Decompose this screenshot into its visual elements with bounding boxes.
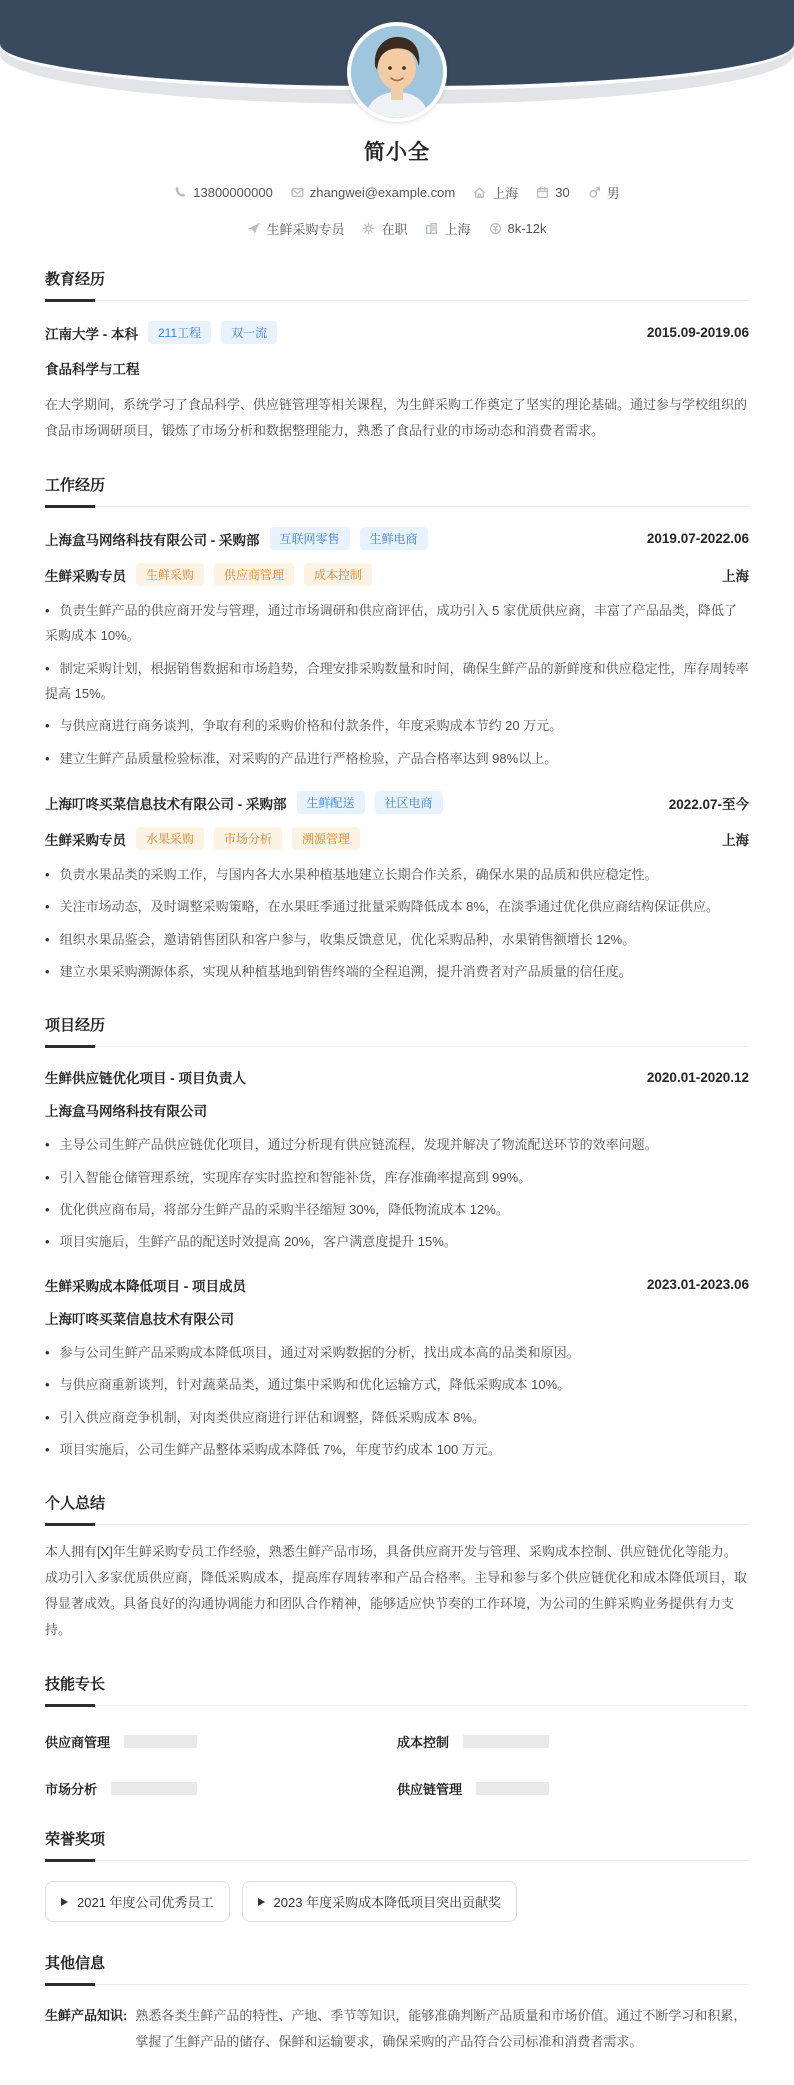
work-location: 上海: [722, 832, 749, 848]
hero-banner: [0, 0, 794, 128]
work-position-tag: 市场分析: [214, 827, 282, 850]
work-position-tag: 成本控制: [304, 563, 372, 586]
mail-icon: [291, 186, 304, 199]
section-other-header: [45, 1952, 749, 1985]
skill-item: [45, 1732, 397, 1751]
honor-text: 2021 年度公司优秀员工: [77, 1895, 214, 1911]
city-icon: [425, 222, 438, 235]
skills-grid: [45, 1732, 749, 1798]
skill-name: 成本控制: [397, 1735, 450, 1751]
section-summary: [45, 1492, 749, 1643]
contact-age-text: 30: [555, 185, 570, 200]
contact-gender: [588, 183, 620, 202]
contact-row-1: [0, 183, 794, 202]
work-bullets: [45, 862, 749, 984]
section-summary-title: 个人总结: [45, 1495, 106, 1513]
work-position-group: [45, 563, 372, 586]
skill-name: 供应链管理: [397, 1782, 463, 1798]
section-work: [45, 474, 749, 984]
skill-item: [397, 1732, 749, 1751]
contact-hometown: [473, 183, 518, 202]
work-company-tag: 社区电商: [375, 791, 443, 814]
project-date: 2020.01-2020.12: [646, 1069, 749, 1085]
play-triangle-icon: [258, 1898, 265, 1906]
work-location: 上海: [722, 568, 749, 584]
project-entry: [45, 1275, 749, 1462]
status-icon: [362, 222, 375, 235]
work-company-tag: 互联网零售: [270, 527, 350, 550]
candidate-name: 简小全: [364, 141, 430, 164]
contact-email: [291, 185, 455, 200]
contact-salary-text: 8k-12k: [507, 221, 547, 236]
avatar-illustration: [351, 26, 443, 118]
contact-city-text: 上海: [444, 222, 471, 237]
project-entry: [45, 1067, 749, 1254]
education-tag: 双一流: [221, 321, 277, 344]
contact-phone-text: 13800000000: [193, 185, 273, 200]
project-company-row: [45, 1308, 749, 1328]
project-bullet: • 引入智能仓储管理系统，实现库存实时监控和智能补货，库存准确率提高到 99%。: [45, 1165, 749, 1190]
section-education-title: 教育经历: [45, 271, 106, 288]
work-position-tag: 生鲜采购: [136, 563, 204, 586]
project-bullet: • 参与公司生鲜产品采购成本降低项目，通过对采购数据的分析，找出成本高的品类和原因。: [45, 1340, 749, 1365]
contact-gender-text: 男: [606, 186, 620, 201]
avatar: [347, 22, 447, 122]
honor-text: 2023 年度采购成本降低项目突出贡献奖: [273, 1895, 502, 1911]
project-company: 上海叮咚买菜信息技术有限公司: [45, 1311, 234, 1327]
project-company: 上海盒马网络科技有限公司: [45, 1104, 207, 1120]
other-info-row: [45, 2003, 749, 2055]
summary-text: 本人拥有[X]年生鲜采购专员工作经验，熟悉生鲜产品市场，具备供应商开发与管理、采购成本控制、供应链优化等能力。成功引入多家优质供应商，降低采购成本，提高库存周转率和产品合格率。主导和参与多个供应链优化和成本降低项目，取得显著成效。具备良好的沟通协调能力和团队合作精神，能够适应快节奏的工作环境，为公司的生鲜采购业务提供有力支持。: [45, 1544, 748, 1638]
work-bullet: • 建立水果采购溯源体系，实现从种植基地到销售终端的全程追溯，提升消费者对产品质量的信任度。: [45, 959, 749, 984]
work-bullet: • 负责水果品类的采购工作，与国内各大水果种植基地建立长期合作关系，确保水果的品质和供应稳定性。: [45, 862, 749, 887]
work-position: 生鲜采购专员: [45, 568, 126, 584]
section-other: [45, 1952, 749, 2055]
work-entry: [45, 527, 749, 771]
education-major: 食品科学与工程: [45, 362, 140, 377]
work-bullet: • 关注市场动态，及时调整采购策略，在水果旺季通过批量采购降低成本 8%，在淡季通过优化供应商结构保证供应。: [45, 894, 749, 919]
project-title-row: [45, 1275, 749, 1295]
skill-bar: [476, 1782, 549, 1795]
skill-bar: [124, 1735, 197, 1748]
work-date: 2022.07-至今: [668, 796, 749, 812]
work-position-group: [45, 827, 360, 850]
other-info-text: 熟悉各类生鲜产品的特性、产地、季节等知识，能够准确判断产品质量和市场价值。通过不断学习和积累，掌握了生鲜产品的储存、保鲜和运输要求，确保采购的产品符合公司标准和消费者需求。: [135, 2008, 747, 2050]
contact-status: [362, 219, 407, 238]
honor-item[interactable]: [45, 1881, 230, 1922]
play-triangle-icon: [61, 1898, 68, 1906]
project-bullet: • 主导公司生鲜产品供应链优化项目，通过分析现有供应链流程，发现并解决了物流配送环节的效率问题。: [45, 1132, 749, 1157]
section-projects-title: 项目经历: [45, 1017, 106, 1035]
job-icon: [247, 222, 260, 235]
section-honors-title: 荣誉奖项: [45, 1831, 106, 1849]
project-company-row: [45, 1100, 749, 1120]
gender-icon: [588, 186, 601, 199]
work-company: 上海叮咚买菜信息技术有限公司 - 采购部: [45, 796, 287, 812]
section-skills-header: [45, 1673, 749, 1706]
work-position: 生鲜采购专员: [45, 832, 126, 848]
skill-item: [397, 1779, 749, 1798]
skill-item: [45, 1779, 397, 1798]
work-company: 上海盒马网络科技有限公司 - 采购部: [45, 532, 260, 548]
contact-position: [247, 219, 344, 238]
education-school-group: [45, 321, 277, 344]
project-date: 2023.01-2023.06: [646, 1277, 749, 1293]
contact-row-2: [0, 219, 794, 238]
education-major-row: [45, 358, 749, 378]
education-entry-header: [45, 321, 749, 344]
skill-name: 市场分析: [45, 1782, 98, 1798]
work-date: 2019.07-2022.06: [646, 531, 749, 546]
contact-city: [425, 219, 470, 238]
work-company-group: [45, 527, 428, 550]
section-summary-header: [45, 1492, 749, 1525]
phone-icon: [174, 186, 187, 199]
work-company-group: [45, 791, 443, 814]
contact-position-text: 生鲜采购专员: [266, 222, 345, 237]
project-bullet: • 项目实施后，生鲜产品的配送时效提高 20%，客户满意度提升 15%。: [45, 1229, 749, 1254]
contact-phone: [174, 185, 273, 200]
section-projects-header: [45, 1014, 749, 1047]
contact-salary: [489, 221, 547, 236]
section-work-title: 工作经历: [45, 477, 106, 494]
work-bullet: • 建立生鲜产品质量检验标准，对采购的产品进行严格检验，产品合格率达到 98%以上。: [45, 746, 749, 771]
home-icon: [473, 186, 486, 199]
work-position-tag: 供应商管理: [214, 563, 294, 586]
work-position-tag: 水果采购: [136, 827, 204, 850]
work-position-row: [45, 827, 749, 850]
education-date: 2015.09-2019.06: [646, 325, 749, 340]
work-bullets: [45, 598, 749, 771]
contact-status-text: 在职: [381, 222, 408, 237]
work-bullet: • 组织水果品鉴会，邀请销售团队和客户参与，收集反馈意见，优化采购品种，水果销售额增长 12%。: [45, 927, 749, 952]
project-title: 生鲜供应链优化项目 - 项目负责人: [45, 1071, 246, 1087]
skill-bar: [111, 1782, 197, 1795]
work-position-tag: 溯源管理: [292, 827, 360, 850]
skill-name: 供应商管理: [45, 1735, 111, 1751]
honors-list: [45, 1881, 749, 1922]
section-skills-title: 技能专长: [45, 1676, 106, 1694]
section-work-header: [45, 474, 749, 507]
work-company-tag: 生鲜电商: [360, 527, 428, 550]
contact-hometown-text: 上海: [492, 186, 519, 201]
section-projects: [45, 1014, 749, 1462]
work-bullet: • 制定采购计划，根据销售数据和市场趋势，合理安排采购数量和时间，确保生鲜产品的新鲜度和供应稳定性，库存周转率提高 15%。: [45, 656, 749, 707]
project-bullets: [45, 1132, 749, 1254]
education-description: 在大学期间，系统学习了食品科学、供应链管理等相关课程，为生鲜采购工作奠定了坚实的理论基础。通过参与学校组织的食品市场调研项目，锻炼了市场分析和数据整理能力，熟悉了食品行业的市场动态和消费者需求。: [45, 397, 748, 438]
project-bullets: [45, 1340, 749, 1462]
skill-bar: [463, 1735, 549, 1748]
project-bullet: • 优化供应商布局，将部分生鲜产品的采购半径缩短 30%，降低物流成本 12%。: [45, 1197, 749, 1222]
section-honors-header: [45, 1828, 749, 1861]
work-company-tag: 生鲜配送: [297, 791, 365, 814]
age-icon: [536, 186, 549, 199]
honor-item[interactable]: [242, 1881, 518, 1922]
contact-age: [536, 185, 569, 200]
project-title-row: [45, 1067, 749, 1087]
contact-email-text: zhangwei@example.com: [309, 185, 456, 200]
section-education-header: [45, 268, 749, 301]
section-skills: [45, 1673, 749, 1798]
work-entry: [45, 791, 749, 984]
project-bullet: • 项目实施后，公司生鲜产品整体采购成本降低 7%，年度节约成本 100 万元。: [45, 1437, 749, 1462]
other-info-label: 生鲜产品知识:: [45, 2008, 128, 2024]
education-tag: 211工程: [148, 321, 211, 344]
work-position-row: [45, 563, 749, 586]
salary-icon: [489, 222, 502, 235]
project-title: 生鲜采购成本降低项目 - 项目成员: [45, 1278, 246, 1294]
education-school: 江南大学 - 本科: [45, 326, 138, 342]
section-education: [45, 268, 749, 444]
project-bullet: • 与供应商重新谈判，针对蔬菜品类，通过集中采购和优化运输方式，降低采购成本 10%。: [45, 1372, 749, 1397]
work-bullet: • 与供应商进行商务谈判，争取有利的采购价格和付款条件，年度采购成本节约 20 万元。: [45, 713, 749, 738]
work-company-row: [45, 527, 749, 550]
section-honors: [45, 1828, 749, 1922]
work-bullet: • 负责生鲜产品的供应商开发与管理，通过市场调研和供应商评估，成功引入 5 家优质供应商，丰富了产品品类，降低了采购成本 10%。: [45, 598, 749, 649]
project-bullet: • 引入供应商竞争机制，对肉类供应商进行评估和调整，降低采购成本 8%。: [45, 1405, 749, 1430]
work-company-row: [45, 791, 749, 814]
section-other-title: 其他信息: [45, 1955, 106, 1973]
resume-body: [0, 268, 794, 2085]
